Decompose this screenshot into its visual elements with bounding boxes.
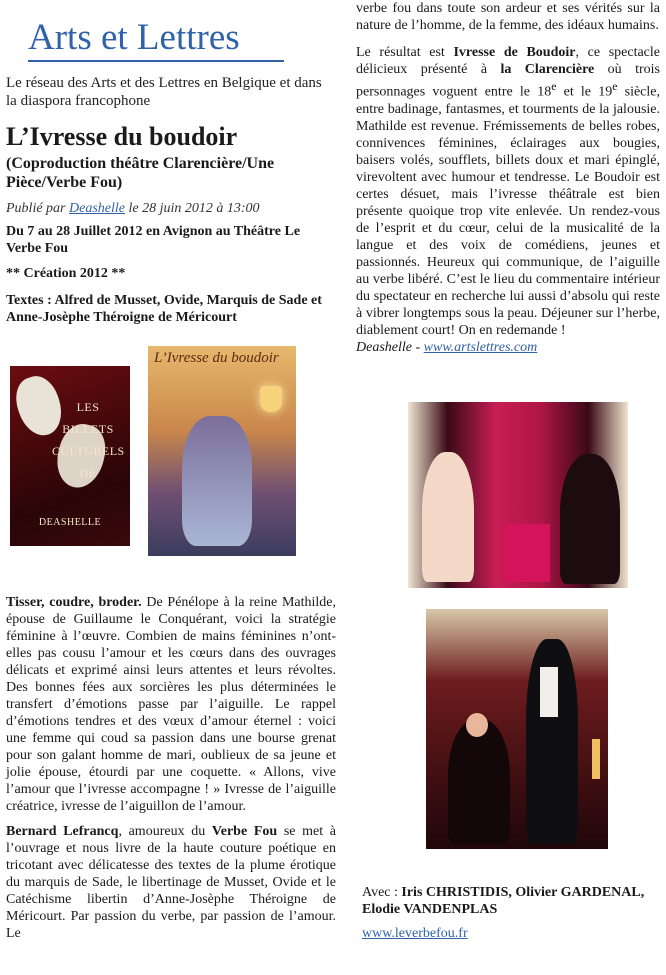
r-text-e: siècle, entre badinage, fantasmes, et tourments de la jalousie. Mathilde est revenue. Frémissements de belles robes, connivences féminines, éclairages aux bougies, baisers volés, soufflets, billets doux et mari épinglé, virevoltent avec humour et tendresse. Le Boudoir est certes désuet, mais l’ivresse théâtrale est bien présente quoique trop vite enlevée. Un rendez-vous de l’esprit et du cœur, celui de la musicalité de la langue et des voix de comédiens, jeunes et passionnés. Heureux qui communique, de l’aiguille au verbe libéré. C’est le lieu du commentaire intérieur du spectateur en recherche lui aussi d’absolu qui reste à vibrer longtemps sous la peau. Déjeuner sur l’herbe, diablement court! On en redemande !: [356, 84, 660, 338]
paragraph-lefrancq: [6, 823, 336, 942]
tagline: Le réseau des Arts et des Lettres en Belgique et dans la diaspora francophone: [6, 75, 322, 109]
p1-lead: Tisser, coudre, broder.: [6, 595, 142, 610]
article-meta: [6, 200, 336, 217]
candle-icon: [592, 739, 600, 779]
stage-photo-couple: [426, 609, 608, 849]
author-link[interactable]: Deashelle: [69, 201, 125, 216]
actress-face: [466, 713, 488, 737]
poster2-title: L’Ivresse du boudoir: [154, 350, 279, 366]
actress-seated: [448, 719, 510, 844]
poster-images: [6, 344, 336, 594]
poster1-text: LES BILLETS CULTURELS DE: [52, 400, 125, 480]
actor-shirt: [540, 667, 558, 717]
p2-name: Bernard Lefrancq: [6, 824, 119, 839]
leverbefou-link[interactable]: www.leverbefou.fr: [362, 926, 468, 941]
creation-label: ** Création 2012 **: [6, 266, 126, 281]
r-text-a: Le résultat est: [356, 45, 454, 60]
paragraph-tisser: [6, 594, 336, 815]
r-text-d: et le 19: [556, 84, 613, 100]
p2-text-a: , amoureux du: [118, 824, 212, 839]
woman-figure: [182, 416, 252, 546]
event-dates: Du 7 au 28 Juillet 2012 en Avignon au Théâtre Le Verbe Fou: [6, 224, 301, 256]
sup-e1: e: [551, 80, 557, 93]
r-text-b: , ce spectacle délicieux présenté à: [356, 45, 660, 77]
stage-photo-two-women: [408, 402, 628, 588]
p1-text: De Pénélope à la reine Mathilde, épouse de Guillaume le Conquérant, voici la stratégie féminine à l’œuvre. Combien de mains féminines n’ont-elles pas cousu l’amour et les cœurs dans des ouvrages délicats et exprimé ainsi leurs attentes et leurs révoltes. Des bonnes fées aux sorcières les plus déterminées le transfert d’émotions passe par l’aiguille. Le rappel d’émotions tendres et des vœux d’amour éternel : voici une femme qui coud sa passion dans une bourse grenat pour son galant homme de mari, oublieux de sa jeune et jolie épouse, étourdi par une coquette. « Allons, vive l’amour que l’ivresse accompagne ! » Ivresse de l’aiguille créatrice, ivresse de l’aiguillon de l’amour.: [6, 595, 337, 814]
ivresse-poster: [148, 346, 296, 556]
show-name: Ivresse de Boudoir: [453, 45, 576, 60]
actress-black-dress: [560, 454, 620, 584]
article-subtitle: (Coproduction théâtre Clarencière/Une Pièce/Verbe Fou): [6, 155, 275, 191]
left-column: [6, 0, 336, 942]
actress-white-dress: [422, 452, 474, 582]
sup-e2: e: [612, 80, 618, 93]
stage-table: [504, 524, 550, 582]
signature-sep: -: [411, 339, 424, 355]
texts-credits: Textes : Alfred de Musset, Ovide, Marquis de Sade et Anne-Josèphe Théroigne de Méricourt: [6, 293, 322, 325]
signature: [356, 339, 660, 356]
site-title: Arts et Lettres: [28, 18, 284, 62]
avec-label: Avec :: [362, 885, 398, 900]
signature-name: Deashelle: [356, 339, 412, 355]
p2-verbe-fou: Verbe Fou: [211, 824, 278, 839]
right-column: [356, 0, 661, 941]
lamp-icon: [260, 386, 282, 412]
publish-date: le 28 juin 2012 à 13:00: [128, 201, 260, 216]
r-text-c: où trois personnages voguent entre le 18: [356, 62, 661, 100]
published-prefix: Publié par: [6, 201, 66, 216]
cast-credits: [362, 884, 662, 918]
paragraph-resultat: [356, 44, 660, 339]
venue-name: la Clarencière: [500, 62, 595, 77]
cast-names: Iris CHRISTIDIS, Olivier GARDENAL, Elodie VANDENPLAS: [362, 885, 645, 917]
article-title: L’Ivresse du boudoir: [6, 122, 238, 151]
billets-culturels-poster: [10, 366, 130, 546]
p2-text-b: se met à l’ouvrage et nous livre de la haute couture poétique en tricotant avec délicatesse des textes de la plume érotique du marquis de Sade, le libertinage de Musset, Ovide et le Catéchisme libertin d’Anne-Josèphe Théroigne de Méricourt. Par passion du verbe, par passion de l’amour. Le: [6, 824, 337, 941]
paragraph-verbe-fou: verbe fou dans toute son ardeur et ses vérités sur la nature de l’homme, de la femme, des idéaux humains.: [356, 1, 660, 33]
artslettres-link[interactable]: www.artslettres.com: [423, 339, 538, 355]
poster1-name: DEASHELLE: [38, 517, 102, 528]
